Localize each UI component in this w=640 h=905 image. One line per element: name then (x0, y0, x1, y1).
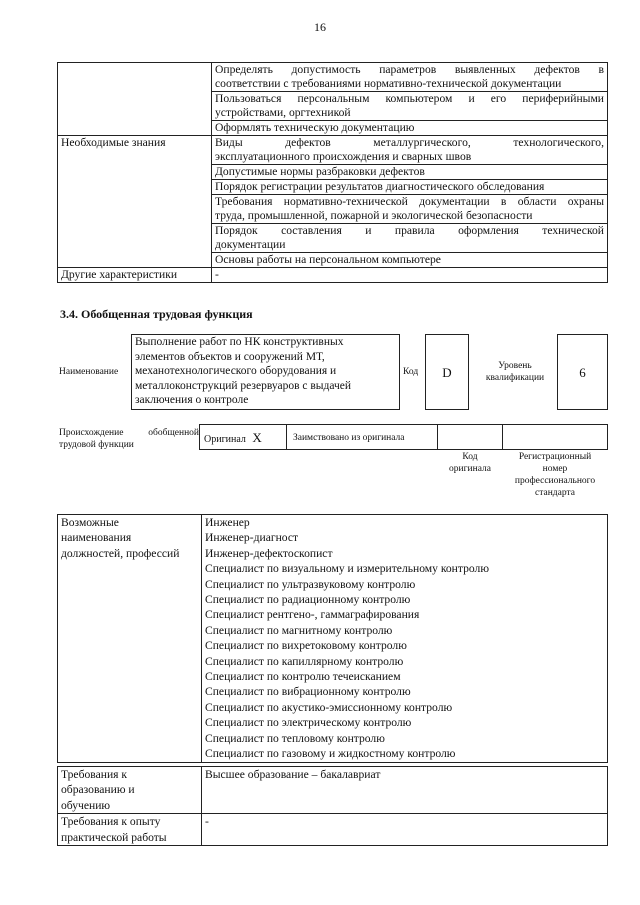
list-item: Специалист рентгено-, гаммаграфирования (205, 608, 420, 622)
function-name-line: Выполнение работ по НК конструктивных (135, 336, 344, 348)
label-line: Требования к (61, 768, 128, 781)
reg-caption-line: Регистрационный (518, 452, 592, 462)
cell-line: устройствами, оргтехникой (215, 106, 351, 119)
table-cell: Оформлять техническую документацию (212, 121, 608, 136)
list-item: Специалист по радиационному контролю (205, 593, 411, 607)
name-label: Наименование (59, 367, 119, 377)
table-row (58, 814, 608, 846)
table-row (58, 268, 608, 283)
reg-number-box (502, 424, 608, 450)
table-cell: - (212, 268, 608, 283)
table-cell (212, 92, 608, 121)
table-cell: Порядок регистрации результатов диагностического обследования (212, 180, 608, 195)
positions-table (57, 514, 608, 763)
reg-caption (500, 451, 610, 499)
level-label (474, 360, 556, 384)
education-value: Высшее образование – бакалавриат (202, 767, 608, 814)
borrowed-box: Заимствовано из оригинала (286, 424, 438, 450)
level-label-line: квалификации (485, 373, 545, 383)
level-label-line: Уровень (498, 361, 532, 371)
list-item: Инженер-дефектоскопист (205, 546, 333, 560)
row-label-knowledge: Необходимые знания (58, 136, 212, 268)
list-item: Специалист по электрическому контролю (205, 716, 412, 730)
original-box (199, 424, 287, 450)
page-number: 16 (314, 20, 326, 34)
origin-label-line: Происхождение обобщенной (59, 428, 199, 438)
list-item: Специалист по акустико-эмиссионному контролю (205, 700, 453, 714)
list-item: Инженер-диагност (205, 531, 299, 545)
table-cell: Допустимые нормы разбраковки дефектов (212, 165, 608, 180)
origin-label (59, 427, 199, 451)
cell-line: эксплуатационного происхождения и сварных швов (215, 150, 472, 163)
code-value-box: D (425, 334, 469, 410)
table-cell (212, 63, 608, 92)
level-value-box: 6 (557, 334, 608, 410)
function-name-line: элементов объектов и сооружений МТ, (135, 350, 325, 363)
list-item: Специалист по вибрационному контролю (205, 685, 411, 699)
skills-knowledge-table (57, 62, 608, 283)
table-row (58, 63, 608, 92)
cell-line: документации (215, 238, 286, 251)
table-row (58, 767, 608, 814)
positions-list (202, 515, 608, 763)
list-item: Специалист по магнитному контролю (205, 623, 393, 637)
section-title: 3.4. Обобщенная трудовая функция (60, 307, 253, 321)
cell-line: соответствии с требованиями нормативно-технической документации (215, 77, 562, 90)
positions-label-line: Возможные (61, 516, 119, 529)
list-item: Специалист по ультразвуковому контролю (205, 577, 416, 591)
list-item: Специалист по капиллярному контролю (205, 654, 404, 668)
experience-value: - (202, 814, 608, 846)
label-line: практической работы (61, 830, 167, 844)
original-mark: X (252, 430, 262, 445)
positions-label-line: наименования (61, 531, 132, 545)
reg-caption-line: стандарта (535, 488, 575, 498)
reg-caption-line: профессионального (514, 476, 596, 486)
label-line: Требования к опыту (61, 815, 161, 829)
function-name-line: металлоконструкций резервуаров с выдачей (135, 379, 352, 392)
label-line: обучению (61, 798, 111, 812)
function-name-box (131, 334, 400, 410)
origin-label-line: трудовой функции (59, 440, 134, 450)
table-row (58, 136, 608, 165)
function-name-line: заключения о контроле (135, 394, 249, 407)
list-item: Специалист по контролю течеисканием (205, 670, 401, 684)
experience-label (58, 814, 202, 846)
table-cell: Основы работы на персональном компьютере (212, 253, 608, 268)
list-item: Специалист по газовому и жидкостному контролю (205, 747, 456, 761)
cell-line: Виды дефектов металлургического, технологического, (215, 136, 604, 149)
positions-label-line: должностей, профессий (61, 546, 180, 560)
positions-label (58, 515, 202, 763)
table-row (58, 515, 608, 763)
original-label: Оригинал (204, 434, 246, 445)
row-label-other: Другие характеристики (58, 268, 212, 283)
cell-line: Порядок составления и правила оформления технической (215, 224, 604, 237)
label-line: образованию и (61, 783, 135, 797)
list-item: Специалист по визуальному и измерительному контролю (205, 562, 489, 576)
cell-line: Пользоваться персональным компьютером и его периферийными (215, 92, 604, 105)
table-cell (212, 224, 608, 253)
code-label: Код (403, 367, 419, 377)
reg-caption-line: номер (542, 464, 568, 474)
education-label (58, 767, 202, 814)
table-cell (212, 195, 608, 224)
code-caption-line: Код (462, 452, 478, 462)
code-caption-line: оригинала (449, 464, 491, 474)
requirements-table (57, 766, 608, 846)
cell-line: Определять допустимость параметров выявленных дефектов в (215, 63, 604, 76)
list-item: Специалист по вихретоковому контролю (205, 639, 407, 653)
function-name-line: механотехнологического оборудования и (135, 365, 337, 378)
list-item: Инженер (205, 516, 250, 529)
row-label (58, 63, 212, 136)
cell-line: Требования нормативно-технической документации в области охраны (215, 195, 604, 208)
origin-code-box (437, 424, 503, 450)
table-cell (212, 136, 608, 165)
cell-line: труда, промышленной, пожарной и экологической безопасности (215, 209, 533, 222)
list-item: Специалист по тепловому контролю (205, 731, 385, 745)
code-caption (437, 451, 503, 475)
